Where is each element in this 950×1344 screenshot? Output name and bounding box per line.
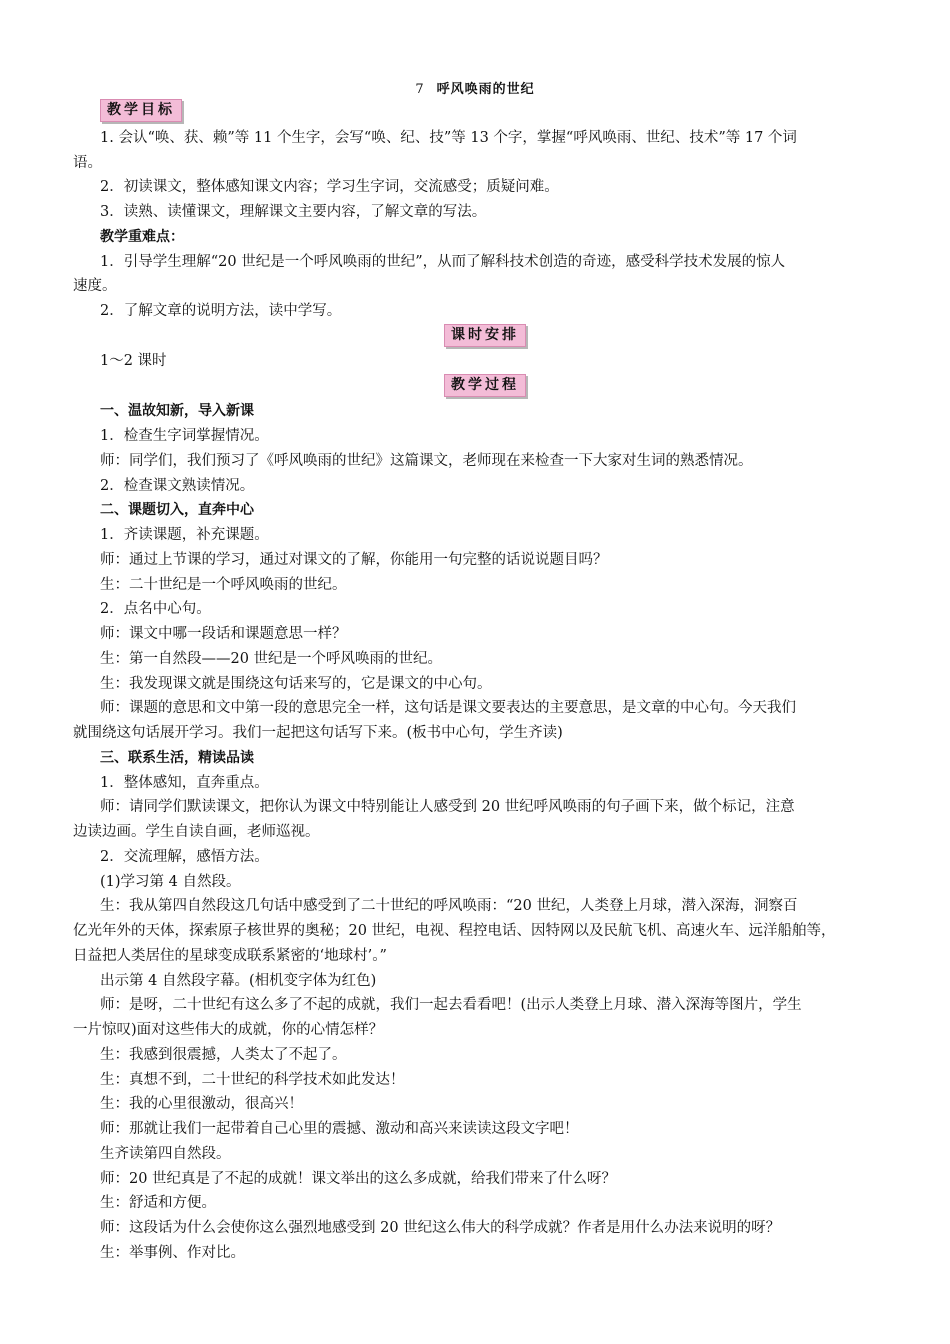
text-line: 生：二十世纪是一个呼风唤雨的世纪。 — [100, 577, 347, 593]
text-line: 师：是呀，二十世纪有这么多了不起的成就，我们一起去看看吧！(出示人类登上月球、潜入深海等图片，学生 — [100, 997, 802, 1013]
text-line: 1．检查生字词掌握情况。 — [100, 428, 269, 444]
text-line: 师：通过上节课的学习，通过对课文的了解，你能用一句完整的话说说题目吗？ — [100, 552, 608, 568]
text-line: 速度。 — [73, 278, 117, 294]
text-line: 1．整体感知，直奔重点。 — [100, 775, 269, 791]
text-line: 就围绕这句话展开学习。我们一起把这句话写下来。(板书中心句，学生齐读) — [73, 725, 563, 741]
text-line: 师：同学们，我们预习了《呼风唤雨的世纪》这篇课文，老师现在来检查一下大家对生词的熟悉情况。 — [100, 453, 753, 469]
lesson-title — [0, 78, 950, 97]
text-line: 生：我从第四自然段这几句话中感受到了二十世纪的呼风唤雨：“20 世纪，人类登上月球，潜入深海，洞察百 — [100, 898, 798, 914]
text-line: 生：真想不到，二十世纪的科学技术如此发达！ — [100, 1072, 405, 1088]
text-line: 一片惊叹)面对这些伟大的成就，你的心情怎样？ — [73, 1022, 384, 1038]
badge-teaching-process: 教学过程 — [444, 374, 526, 397]
badge-teaching-goals: 教学目标 — [100, 99, 182, 122]
text-line: 师：课文中哪一段话和课题意思一样？ — [100, 626, 347, 642]
section-heading: 一、温故知新，导入新课 — [100, 403, 254, 419]
text-line: 1．齐读课题，补充课题。 — [100, 527, 269, 543]
section-heading: 三、联系生活，精读品读 — [100, 750, 254, 766]
text-line: 2．检查课文熟读情况。 — [100, 478, 255, 494]
text-line: (1)学习第 4 自然段。 — [100, 874, 241, 890]
text-line: 师：请同学们默读课文，把你认为课文中特别能让人感受到 20 世纪呼风唤雨的句子画下来，做个标记，注意 — [100, 799, 795, 815]
text-line: 生：举事例、作对比。 — [100, 1245, 245, 1261]
text-line: 生：舒适和方便。 — [100, 1195, 216, 1211]
text-line: 师：这段话为什么会使你这么强烈地感受到 20 世纪这么伟大的科学成就？作者是用什么办法来说明的呀？ — [100, 1220, 781, 1236]
text-line: 出示第 4 自然段字幕。(相机变字体为红色) — [100, 973, 377, 989]
text-line: 1. 会认“唤、获、赖”等 11 个生字，会写“唤、纪、技”等 13 个字，掌握“呼风唤雨、世纪、技术”等 17 个词 — [100, 130, 797, 146]
text-line: 生：我发现课文就是围绕这句话来写的，它是课文的中心句。 — [100, 676, 492, 692]
text-line: 生：第一自然段——20 世纪是一个呼风唤雨的世纪。 — [100, 651, 443, 667]
text-line: 生齐读第四自然段。 — [100, 1146, 231, 1162]
section-heading: 教学重难点： — [100, 229, 184, 245]
text-line: 生：我的心里很激动，很高兴！ — [100, 1096, 303, 1112]
text-line: 生：我感到很震撼，人类太了不起了。 — [100, 1047, 347, 1063]
text-line: 2．了解文章的说明方法，读中学写。 — [100, 303, 342, 319]
text-line: 边读边画。学生自读自画，老师巡视。 — [73, 824, 320, 840]
text-line: 2．交流理解，感悟方法。 — [100, 849, 269, 865]
text-line: 师：那就让我们一起带着自己心里的震撼、激动和高兴来读读这段文字吧！ — [100, 1121, 579, 1137]
text-line: 日益把人类居住的星球变成联系紧密的‘地球村’。” — [73, 948, 387, 964]
text-line: 语。 — [73, 155, 102, 171]
text-line: 1～2 课时 — [100, 353, 167, 369]
lesson-title-text: 呼风唤雨的世纪 — [436, 82, 535, 97]
text-line: 2．初读课文，整体感知课文内容；学习生字词，交流感受；质疑问难。 — [100, 179, 559, 195]
text-line: 亿光年外的天体，探索原子核世界的奥秘；20 世纪，电视、程控电话、因特网以及民航飞机、高速火车、远洋船舶等， — [73, 923, 836, 939]
badge-schedule: 课时安排 — [444, 324, 526, 347]
text-line: 师：20 世纪真是了不起的成就！课文举出的这么多成就，给我们带来了什么呀？ — [100, 1171, 617, 1187]
lesson-number: 7 — [415, 82, 425, 97]
text-line: 师：课题的意思和文中第一段的意思完全一样，这句话是课文要表达的主要意思，是文章的中心句。今天我们 — [100, 700, 796, 716]
text-line: 3．读熟、读懂课文，理解课文主要内容，了解文章的写法。 — [100, 204, 487, 220]
text-line: 2．点名中心句。 — [100, 601, 211, 617]
section-heading: 二、课题切入，直奔中心 — [100, 502, 254, 518]
text-line: 1．引导学生理解“20 世纪是一个呼风唤雨的世纪”，从而了解科技术创造的奇迹，感受科学技术发展的惊人 — [100, 254, 786, 270]
